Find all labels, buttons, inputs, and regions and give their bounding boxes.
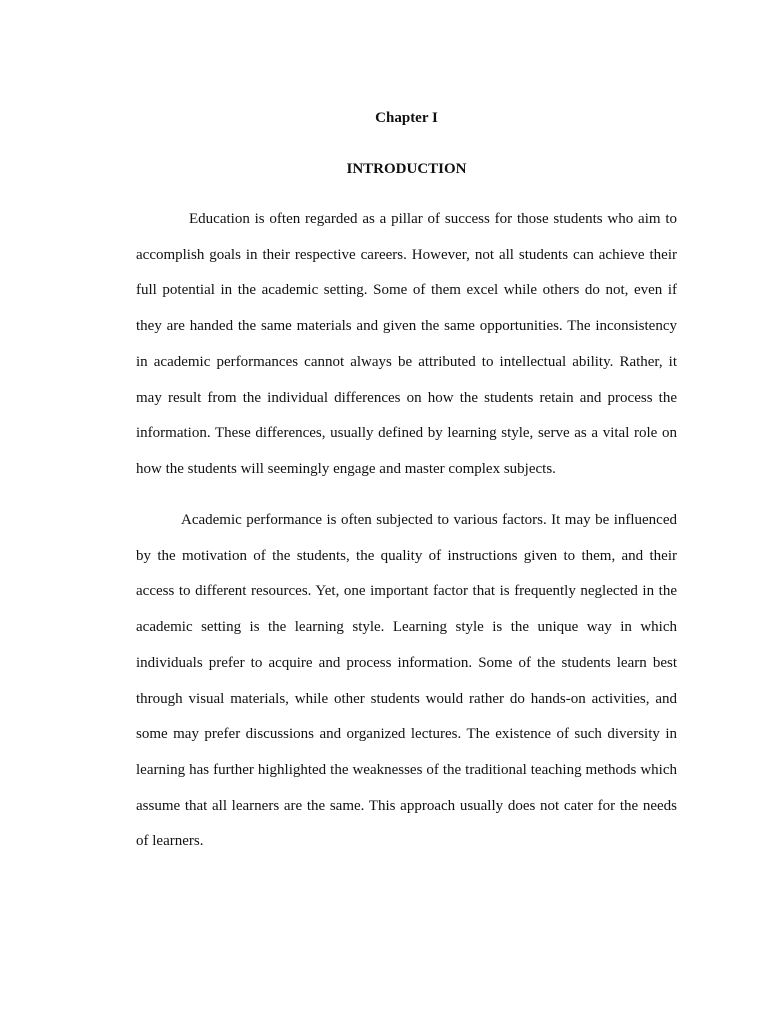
paragraph-2: Academic performance is often subjected to various factors. It may be influenced by the motivation of the students, the quality of instructions given to them, and their access to different resources. Yet, one important factor that is frequently neglected in the academic setting is the learning style. Learning style is the unique way in which individuals prefer to acquire and process information. Some of the students learn best through visual materials, while other students would rather do hands-on activities, and some may prefer discussions and organized lectures. The existence of such diversity in learning has further highlighted the weaknesses of the traditional teaching methods which assume that all learners are the same. This approach usually does not cater for the needs of learners.	[136, 512, 677, 850]
paragraph-1: Education is often regarded as a pillar of success for those students who aim to accomplish goals in their respective careers. However, not all students can achieve their full potential in the academic setting. Some of them excel while others do not, even if they are handed the same materials and given the same opportunities. The inconsistency in academic performances cannot always be attributed to intellectual ability. Rather, it may result from the individual differences on how the students retain and process the information. These differences, usually defined by learning style, serve as a vital role on how the students will seemingly engage and master complex subjects.	[136, 211, 677, 477]
chapter-label: Chapter I	[375, 110, 438, 126]
section-title: INTRODUCTION	[346, 161, 467, 177]
